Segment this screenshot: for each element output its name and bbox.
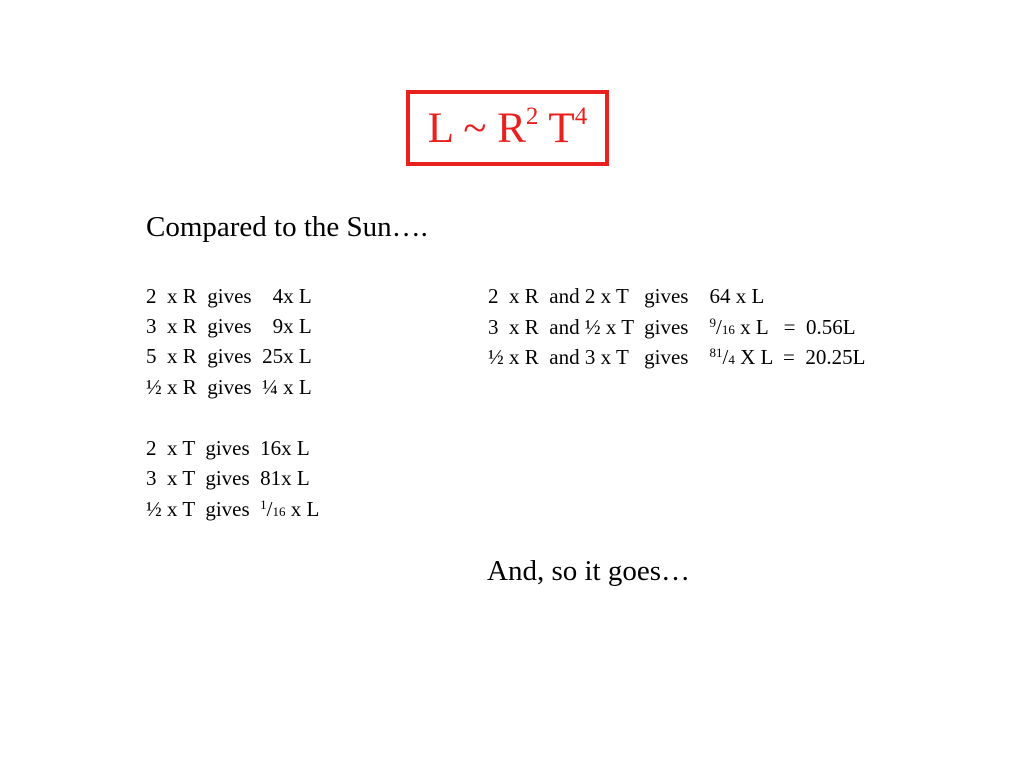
radius-effect-line: ½ x R gives ¼ x L: [146, 375, 312, 399]
formula-r-exponent: 2: [525, 102, 539, 130]
fraction-denominator: 4: [728, 352, 735, 367]
radius-effect-line: 5 x R gives 25x L: [146, 344, 312, 368]
combined-suffix: x L = 0.56L: [734, 315, 856, 339]
formula-box: [406, 90, 609, 166]
radius-effect-line: 2 x R gives 4x L: [146, 284, 312, 308]
fraction-slash: /: [715, 315, 722, 339]
fraction-denominator: 16: [721, 322, 735, 337]
formula-base: L ~ R: [427, 104, 526, 152]
temperature-effect-line: [146, 497, 319, 522]
temperature-effect-line: 2 x T gives 16x L: [146, 436, 310, 460]
combined-suffix: X L = 20.25L: [734, 345, 866, 369]
combined-prefix: 3 x R and ½ x T gives: [488, 315, 710, 339]
combined-effect-line: [488, 315, 856, 340]
combined-prefix: ½ x R and 3 x T gives: [488, 345, 710, 369]
fraction-denominator: 16: [272, 504, 286, 519]
fraction-numerator: 81: [709, 345, 723, 360]
temperature-half-prefix: ½ x T gives: [146, 497, 261, 521]
temperature-effect-line: 3 x T gives 81x L: [146, 466, 310, 490]
temperature-half-suffix: x L: [285, 497, 320, 521]
formula-t-exponent: 4: [574, 102, 588, 130]
comparison-heading: Compared to the Sun….: [146, 211, 428, 243]
fraction-slash: /: [722, 345, 729, 369]
radius-effect-line: 3 x R gives 9x L: [146, 314, 312, 338]
luminosity-formula: [427, 102, 588, 152]
fraction-numerator: 1: [260, 497, 267, 512]
combined-effect-line: 2 x R and 2 x T gives 64 x L: [488, 284, 765, 308]
closing-remark: And, so it goes…: [487, 555, 690, 587]
fraction-slash: /: [266, 497, 273, 521]
combined-effect-line: [488, 345, 865, 370]
formula-t-letter: T: [548, 104, 575, 152]
fraction-numerator: 9: [709, 315, 716, 330]
